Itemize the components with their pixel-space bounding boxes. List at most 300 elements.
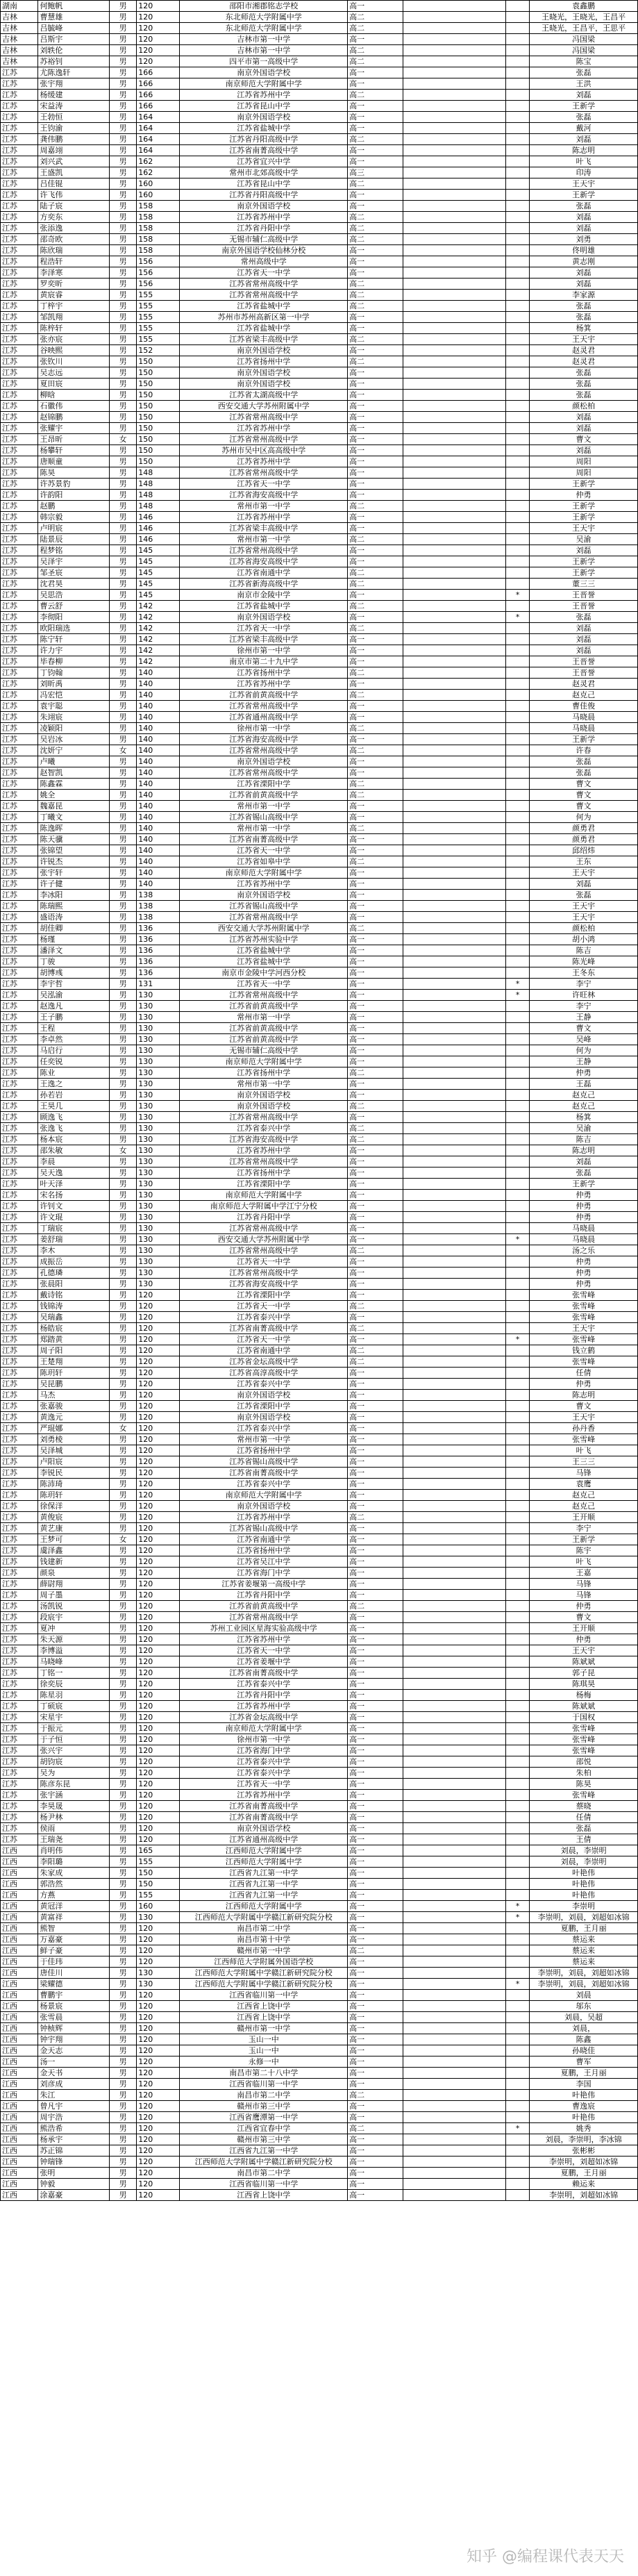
mark-cell [506, 1379, 530, 1390]
grade-cell: 高一 [348, 1623, 403, 1634]
school-cell: 江苏省南菁高级中学 [180, 1801, 348, 1812]
name-cell: 吕斯宇 [38, 34, 110, 45]
mark-cell [506, 534, 530, 545]
province-cell: 江苏 [1, 1123, 38, 1134]
score-cell: 120 [137, 1934, 180, 1945]
grade-cell: 高一 [348, 1912, 403, 1923]
school-cell: 江西省九江第一中学 [180, 2145, 348, 2157]
score-cell: 120 [137, 2190, 180, 2201]
province-cell: 江苏 [1, 1245, 38, 1256]
table-row [1, 2023, 638, 2034]
table-row [1, 390, 638, 401]
coach-cell: 李崇明，刘晨，刘超如冰锦 [530, 1968, 638, 1979]
school-cell: 南京外国语学校仙林分校 [180, 245, 348, 256]
grade-cell: 高一 [348, 1456, 403, 1468]
grade-cell: 高二 [348, 856, 403, 867]
grade-cell: 高一 [348, 1690, 403, 1701]
mark-cell [506, 2179, 530, 2190]
table-row [1, 1034, 638, 1045]
name-cell: 吴岩冰 [38, 734, 110, 745]
mark-cell [506, 745, 530, 756]
province-cell: 江西 [1, 2101, 38, 2112]
school-cell: 江苏省海门中学 [180, 1745, 348, 1756]
coach-cell: 李家源 [530, 290, 638, 301]
coach-cell: 赵克己 [530, 690, 638, 701]
gender-cell: 男 [110, 2168, 137, 2179]
grade-cell: 高一 [348, 712, 403, 723]
coach-cell: 刘磊 [530, 545, 638, 556]
school-cell: 江苏省南菁高级中学 [180, 1668, 348, 1679]
mark-cell [506, 1856, 530, 1868]
coach-cell: 张磊 [530, 767, 638, 779]
score-cell: 120 [137, 1490, 180, 1501]
grade-cell: 高一 [348, 979, 403, 990]
gender-cell: 男 [110, 2056, 137, 2068]
mark-cell [506, 45, 530, 56]
mark-cell [506, 601, 530, 612]
score-cell: 140 [137, 667, 180, 679]
mark-cell [506, 1712, 530, 1723]
grade-cell: 高一 [348, 467, 403, 479]
grade-cell: 高一 [348, 1579, 403, 1590]
name-cell: 谷映熙 [38, 345, 110, 356]
score-cell: 140 [137, 867, 180, 879]
grade-cell: 高一 [348, 523, 403, 534]
blank-cell [403, 2001, 505, 2012]
table-row [1, 1001, 638, 1012]
mark-cell [506, 1123, 530, 1134]
table-row [1, 56, 638, 67]
gender-cell: 男 [110, 267, 137, 279]
gender-cell: 男 [110, 1890, 137, 1901]
grade-cell: 高一 [348, 1745, 403, 1756]
grade-cell: 高一 [348, 1668, 403, 1679]
coach-cell: 陈志明 [530, 145, 638, 156]
school-cell: 江苏省扬州中学 [180, 667, 348, 679]
table-row [1, 34, 638, 45]
mark-cell [506, 912, 530, 923]
coach-cell: 陈琪昊 [530, 1679, 638, 1690]
gender-cell: 男 [110, 1856, 137, 1868]
gender-cell: 男 [110, 867, 137, 879]
grade-cell: 高一 [348, 390, 403, 401]
gender-cell: 男 [110, 834, 137, 845]
province-cell: 江苏 [1, 1434, 38, 1445]
gender-cell: 男 [110, 156, 137, 167]
name-cell: 任奕锐 [38, 1056, 110, 1067]
coach-cell: 仲勇 [530, 1634, 638, 1645]
coach-cell: 马晓晨 [530, 712, 638, 723]
province-cell: 江苏 [1, 723, 38, 734]
score-cell: 130 [137, 1112, 180, 1123]
province-cell: 江苏 [1, 556, 38, 567]
coach-cell: 曹逸宸 [530, 2101, 638, 2112]
score-cell: 120 [137, 1768, 180, 1779]
school-cell: 江苏省常州高级中学 [180, 545, 348, 556]
score-cell: 155 [137, 334, 180, 345]
score-cell: 130 [137, 1979, 180, 1990]
gender-cell: 男 [110, 212, 137, 223]
gender-cell: 男 [110, 112, 137, 123]
blank-cell [403, 2101, 505, 2112]
score-cell: 136 [137, 967, 180, 979]
gender-cell: 男 [110, 1579, 137, 1590]
coach-cell: 颜勇君 [530, 823, 638, 834]
blank-cell [403, 1445, 505, 1456]
blank-cell [403, 1834, 505, 1845]
coach-cell: 许春 [530, 745, 638, 756]
score-cell: 136 [137, 945, 180, 956]
blank-cell [403, 901, 505, 912]
grade-cell: 高一 [348, 1368, 403, 1379]
score-cell: 160 [137, 1901, 180, 1912]
province-cell: 江苏 [1, 990, 38, 1001]
province-cell: 江苏 [1, 1045, 38, 1056]
grade-cell: 高一 [348, 479, 403, 490]
province-cell: 江苏 [1, 90, 38, 101]
mark-cell [506, 178, 530, 190]
gender-cell: 男 [110, 1190, 137, 1201]
blank-cell [403, 834, 505, 845]
score-cell: 166 [137, 90, 180, 101]
name-cell: 黄冠洋 [38, 1901, 110, 1912]
score-cell: 120 [137, 2001, 180, 2012]
grade-cell: 高一 [348, 1801, 403, 1812]
grade-cell: 高一 [348, 67, 403, 78]
table-row [1, 1612, 638, 1623]
blank-cell [403, 1001, 505, 1012]
table-row [1, 1579, 638, 1590]
score-cell: 140 [137, 779, 180, 790]
province-cell: 江西 [1, 2012, 38, 2023]
coach-cell: 刘晨， [530, 2023, 638, 2034]
score-cell: 158 [137, 245, 180, 256]
school-cell: 江苏省苏州中学 [180, 1145, 348, 1156]
province-cell: 江苏 [1, 201, 38, 212]
mark-cell: * [506, 979, 530, 990]
gender-cell: 男 [110, 134, 137, 145]
score-cell: 130 [137, 990, 180, 1001]
school-cell: 江苏省金坛高级中学 [180, 1356, 348, 1368]
province-cell: 江苏 [1, 1456, 38, 1468]
score-cell: 120 [137, 1379, 180, 1390]
school-cell: 常州市第一中学 [180, 1079, 348, 1090]
mark-cell [506, 1845, 530, 1856]
grade-cell: 高一 [348, 1701, 403, 1712]
mark-cell [506, 123, 530, 134]
coach-cell: 王新学 [530, 567, 638, 579]
name-cell: 熊智 [38, 1923, 110, 1934]
table-row [1, 945, 638, 956]
table-row [1, 979, 638, 990]
name-cell: 杨皓宸 [38, 1323, 110, 1334]
province-cell: 江苏 [1, 401, 38, 412]
name-cell: 张宇涵 [38, 1790, 110, 1801]
coach-cell: 李国 [530, 2079, 638, 2090]
mark-cell [506, 1156, 530, 1167]
school-cell: 江苏省海安高级中学 [180, 1134, 348, 1145]
blank-cell [403, 812, 505, 823]
gender-cell: 男 [110, 623, 137, 634]
grade-cell: 高一 [348, 767, 403, 779]
grade-cell: 高一 [348, 1312, 403, 1323]
gender-cell: 男 [110, 1656, 137, 1668]
grade-cell: 高二 [348, 1134, 403, 1145]
gender-cell: 男 [110, 1990, 137, 2001]
score-cell: 136 [137, 923, 180, 934]
table-row [1, 912, 638, 923]
province-cell: 江苏 [1, 290, 38, 301]
score-cell: 120 [137, 1690, 180, 1701]
school-cell: 南昌市第二十八中学 [180, 2068, 348, 2079]
blank-cell [403, 1301, 505, 1312]
coach-cell: 邱绍炜 [530, 845, 638, 856]
gender-cell: 男 [110, 1045, 137, 1056]
table-row [1, 401, 638, 412]
score-cell: 158 [137, 201, 180, 212]
name-cell: 胡博彧 [38, 967, 110, 979]
blank-cell [403, 1745, 505, 1756]
name-cell: 尤陈逸轩 [38, 67, 110, 78]
score-cell: 130 [137, 1067, 180, 1079]
province-cell: 江苏 [1, 590, 38, 601]
score-cell: 160 [137, 190, 180, 201]
mark-cell [506, 867, 530, 879]
school-cell: 江西省鹰潭第一中学 [180, 2112, 348, 2123]
grade-cell: 高一 [348, 1534, 403, 1545]
blank-cell [403, 1045, 505, 1056]
province-cell: 江苏 [1, 767, 38, 779]
coach-cell: 郭子昆 [530, 1668, 638, 1679]
school-cell: 江苏省丹阳中学 [180, 1212, 348, 1223]
table-row [1, 1256, 638, 1268]
blank-cell [403, 2157, 505, 2168]
score-cell: 120 [137, 1723, 180, 1734]
province-cell: 江苏 [1, 1601, 38, 1612]
score-cell: 120 [137, 23, 180, 34]
school-cell: 江苏省锡山高级中学 [180, 1456, 348, 1468]
province-cell: 江西 [1, 2056, 38, 2068]
mark-cell [506, 923, 530, 934]
province-cell: 江苏 [1, 1756, 38, 1768]
grade-cell: 高一 [348, 1179, 403, 1190]
grade-cell: 高一 [348, 834, 403, 845]
school-cell: 江苏省苏州中学 [180, 512, 348, 523]
blank-cell [403, 2168, 505, 2179]
name-cell: 陈天骥 [38, 834, 110, 845]
gender-cell: 男 [110, 178, 137, 190]
name-cell: 欧阳瑞选 [38, 623, 110, 634]
mark-cell [506, 1190, 530, 1201]
province-cell: 江苏 [1, 1412, 38, 1423]
province-cell: 江苏 [1, 567, 38, 579]
mark-cell [506, 623, 530, 634]
mark-cell [506, 1568, 530, 1579]
score-cell: 164 [137, 134, 180, 145]
mark-cell [506, 1512, 530, 1523]
grade-cell: 高一 [348, 556, 403, 567]
name-cell: 李博溢 [38, 1645, 110, 1656]
gender-cell: 男 [110, 701, 137, 712]
table-row [1, 1812, 638, 1823]
gender-cell: 男 [110, 1212, 137, 1223]
gender-cell: 男 [110, 1834, 137, 1845]
mark-cell [506, 934, 530, 945]
province-cell: 江苏 [1, 579, 38, 590]
coach-cell: 刘磊 [530, 134, 638, 145]
province-cell: 江苏 [1, 901, 38, 912]
coach-cell: 颜勇君 [530, 834, 638, 845]
coach-cell: 赵克己 [530, 1490, 638, 1501]
mark-cell [506, 1167, 530, 1179]
mark-cell [506, 334, 530, 345]
blank-cell [403, 34, 505, 45]
table-row [1, 501, 638, 512]
mark-cell [506, 101, 530, 112]
blank-cell [403, 1334, 505, 1345]
mark-cell [506, 556, 530, 567]
mark-cell [506, 1179, 530, 1190]
blank-cell [403, 334, 505, 345]
grade-cell: 高一 [348, 1612, 403, 1623]
mark-cell [506, 2190, 530, 2201]
blank-cell [403, 456, 505, 467]
score-cell: 140 [137, 690, 180, 701]
school-cell: 东北师范大学附属中学 [180, 23, 348, 34]
grade-cell: 高一 [348, 1723, 403, 1734]
grade-cell: 高二 [348, 779, 403, 790]
blank-cell [403, 979, 505, 990]
score-cell: 120 [137, 2134, 180, 2145]
name-cell: 王昂昕 [38, 434, 110, 445]
score-cell: 150 [137, 423, 180, 434]
blank-cell [403, 890, 505, 901]
coach-cell: 刘磊 [530, 423, 638, 434]
school-cell: 江苏省南菁高级中学 [180, 1468, 348, 1479]
score-cell: 130 [137, 1123, 180, 1134]
school-cell: 苏州市苏州高新区第一中学 [180, 312, 348, 323]
grade-cell: 高一 [348, 156, 403, 167]
mark-cell [506, 1801, 530, 1812]
score-cell: 150 [137, 412, 180, 423]
coach-cell: 刘磊 [530, 1156, 638, 1167]
mark-cell [506, 1812, 530, 1823]
grade-cell: 高一 [348, 1412, 403, 1423]
school-cell: 江苏省苏州中学 [180, 1634, 348, 1645]
mark-cell [506, 90, 530, 101]
gender-cell: 男 [110, 356, 137, 367]
table-row [1, 745, 638, 756]
province-cell: 江苏 [1, 1523, 38, 1534]
name-cell: 陈逸晖 [38, 823, 110, 834]
table-row [1, 2134, 638, 2145]
mark-cell [506, 1934, 530, 1945]
gender-cell: 男 [110, 1479, 137, 1490]
mark-cell [506, 2012, 530, 2023]
province-cell: 江西 [1, 2123, 38, 2134]
table-row [1, 1134, 638, 1145]
grade-cell: 高一 [348, 956, 403, 967]
score-cell: 156 [137, 267, 180, 279]
name-cell: 曾凡宇 [38, 2101, 110, 2112]
mark-cell [506, 2068, 530, 2079]
school-cell: 南昌市第十中学 [180, 1934, 348, 1945]
blank-cell [403, 1956, 505, 1968]
name-cell: 黄宸睿 [38, 290, 110, 301]
score-cell: 120 [137, 1568, 180, 1579]
table-row [1, 1623, 638, 1634]
table-row [1, 490, 638, 501]
name-cell: 许锐杰 [38, 856, 110, 867]
coach-cell: 陈宝 [530, 56, 638, 67]
table-row [1, 512, 638, 523]
table-row [1, 1056, 638, 1067]
grade-cell: 高二 [348, 534, 403, 545]
school-cell: 吉林市第一中学 [180, 45, 348, 56]
name-cell: 赵智凯 [38, 767, 110, 779]
score-cell: 120 [137, 1712, 180, 1723]
mark-cell [506, 1023, 530, 1034]
blank-cell [403, 745, 505, 756]
mark-cell [506, 656, 530, 667]
table-row [1, 890, 638, 901]
province-cell: 江苏 [1, 1545, 38, 1556]
grade-cell: 高二 [348, 212, 403, 223]
name-cell: 丁曦文 [38, 812, 110, 823]
score-cell: 120 [137, 1512, 180, 1523]
table-row [1, 1701, 638, 1712]
coach-cell: 王天宇 [530, 912, 638, 923]
grade-cell: 高二 [348, 567, 403, 579]
coach-cell: 张雪峰 [530, 1290, 638, 1301]
table-row [1, 1512, 638, 1523]
name-cell: 潘泽文 [38, 945, 110, 956]
coach-cell: 周阳 [530, 456, 638, 467]
mark-cell: * [506, 590, 530, 601]
name-cell: 邹凯翔 [38, 312, 110, 323]
table-row [1, 2045, 638, 2056]
mark-cell [506, 767, 530, 779]
name-cell: 沈妍宁 [38, 745, 110, 756]
name-cell: 戴诗铭 [38, 1290, 110, 1301]
gender-cell: 男 [110, 690, 137, 701]
coach-cell: 任倩 [530, 1812, 638, 1823]
table-row [1, 123, 638, 134]
coach-cell: 刘磊 [530, 623, 638, 634]
mark-cell [506, 2045, 530, 2056]
blank-cell [403, 178, 505, 190]
school-cell: 江苏省锡山高级中学 [180, 812, 348, 823]
table-row [1, 2034, 638, 2045]
mark-cell [506, 401, 530, 412]
grade-cell: 高二 [348, 723, 403, 734]
gender-cell: 男 [110, 234, 137, 245]
grade-cell: 高二 [348, 356, 403, 367]
school-cell: 江苏省锡山高级中学 [180, 901, 348, 912]
blank-cell [403, 379, 505, 390]
grade-cell: 高一 [348, 1012, 403, 1023]
blank-cell [403, 1856, 505, 1868]
blank-cell [403, 823, 505, 834]
table-row [1, 456, 638, 467]
table-row [1, 2157, 638, 2168]
table-row [1, 301, 638, 312]
blank-cell [403, 267, 505, 279]
name-cell: 许文琨 [38, 1212, 110, 1223]
blank-cell [403, 1912, 505, 1923]
blank-cell [403, 401, 505, 412]
blank-cell [403, 879, 505, 890]
